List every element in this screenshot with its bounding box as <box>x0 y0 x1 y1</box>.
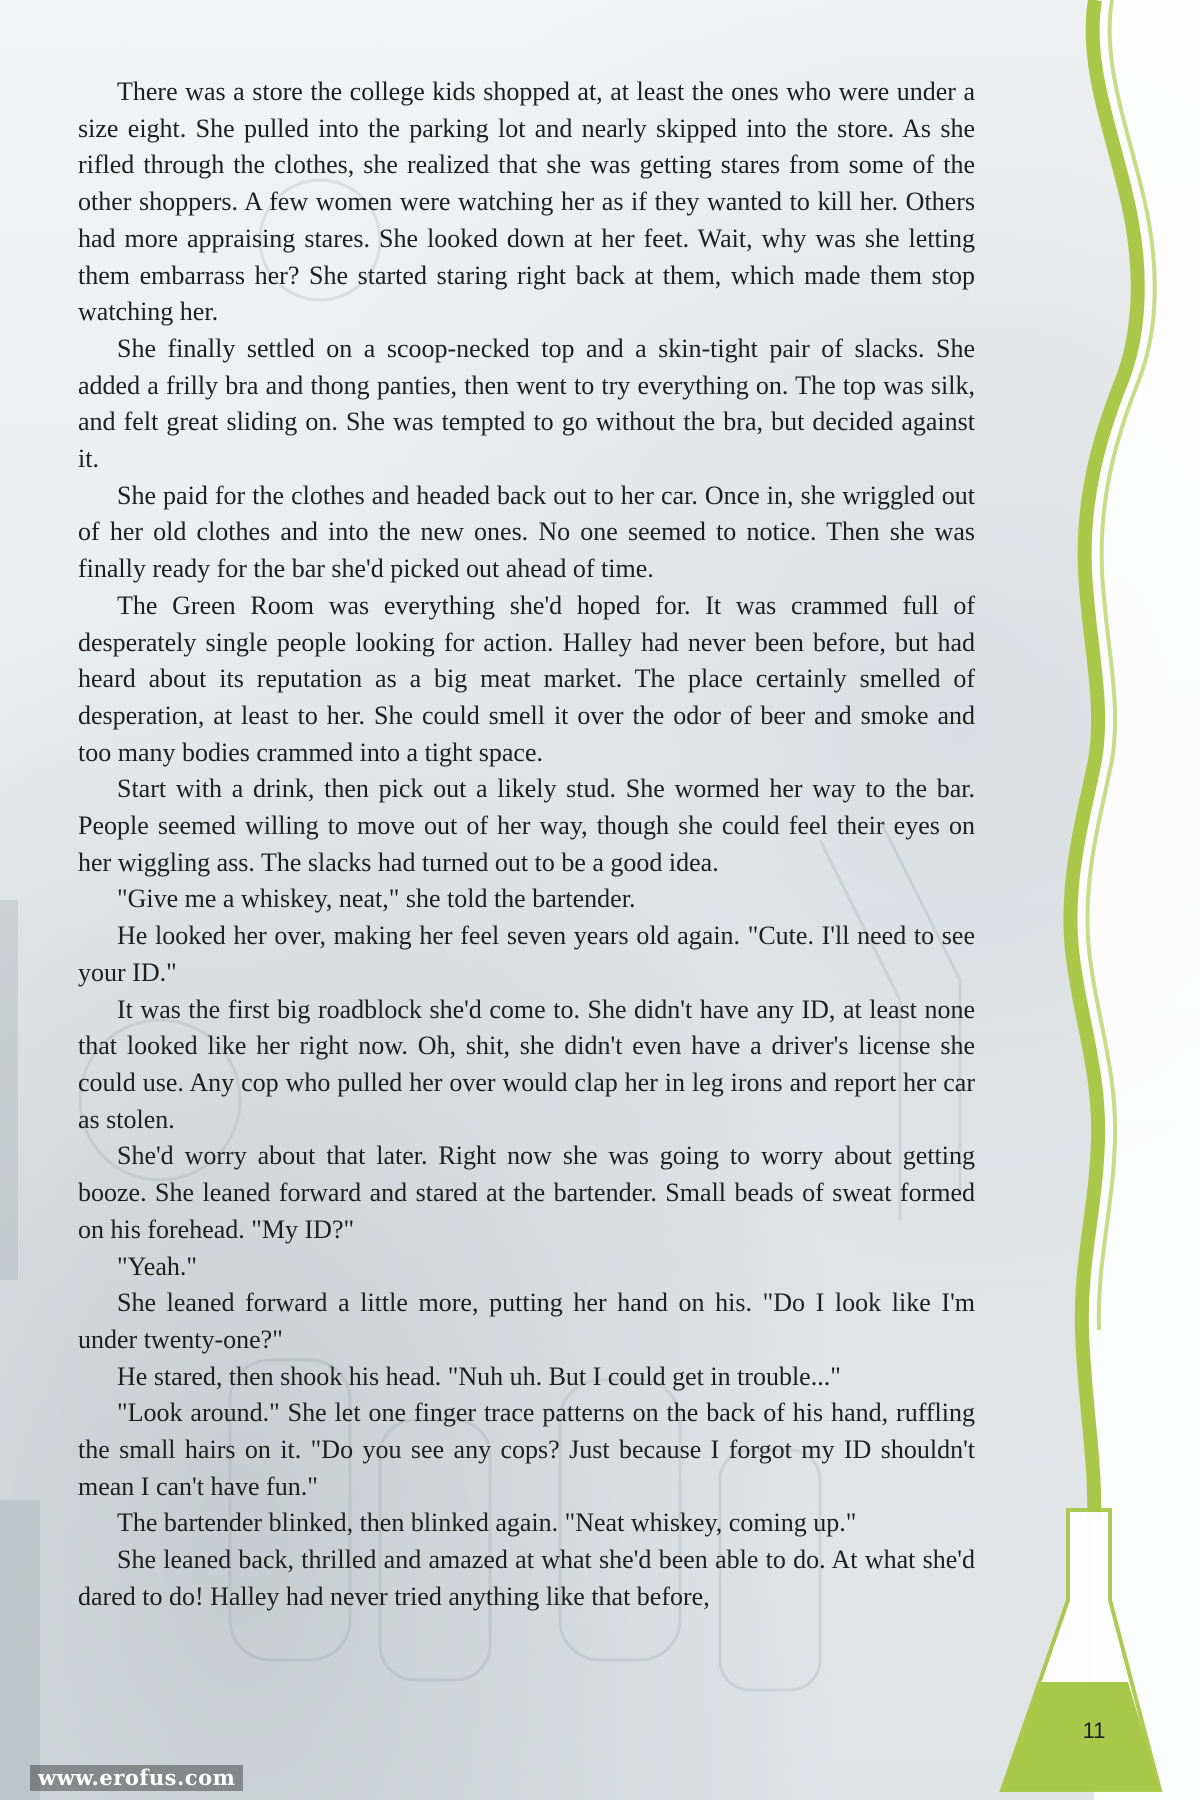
paragraph: "Look around." She let one finger trace patterns on the back of his hand, ruffling the small hairs on it. "Do you see any cops? Just because I forgot my ID shouldn't mean I can't have fun." <box>78 1398 975 1501</box>
paragraph: She leaned forward a little more, putting her hand on his. "Do I look like I'm under twenty-one?" <box>78 1288 975 1354</box>
paragraph: She'd worry about that later. Right now she was going to worry about getting booze. She leaned forward and stared at the bartender. Small beads of sweat formed on his forehead. "My ID?" <box>78 1141 975 1244</box>
paragraph: Start with a drink, then pick out a likely stud. She wormed her way to the bar. People seemed willing to move out of her way, though she could feel their eyes on her wiggling ass. The slacks had turned out to be a good idea. <box>78 774 975 877</box>
shadow-shape <box>0 1500 40 1800</box>
paragraph: She finally settled on a scoop-necked top and a skin-tight pair of slacks. She added a frilly bra and thong panties, then went to try everything on. The top was silk, and felt great sliding on. She was tempted to go without the bra, but decided against it. <box>78 333 975 474</box>
paragraph: He looked her over, making her feel seven years old again. "Cute. I'll need to see your ID." <box>78 921 975 987</box>
paragraph: She leaned back, thrilled and amazed at what she'd been able to do. At what she'd dared to do! Halley had never tried anything like that before, <box>78 1545 975 1611</box>
site-watermark: www.erofus.com <box>30 1765 243 1791</box>
shadow-shape <box>0 900 18 1280</box>
paragraph: The bartender blinked, then blinked again. "Neat whiskey, coming up." <box>117 1508 857 1538</box>
paragraph: "Give me a whiskey, neat," she told the bartender. <box>117 884 636 914</box>
body-text <box>78 74 975 1616</box>
paragraph: She paid for the clothes and headed back out to her car. Once in, she wriggled out of her old clothes and into the new ones. No one seemed to notice. Then she was finally ready for the bar she'd picked out ahead of time. <box>78 480 975 584</box>
paragraph: There was a store the college kids shopped at, at least the ones who were under a size eight. She pulled into the parking lot and nearly skipped into the store. As she rifled through the clothes, she realized that she was getting stares from some of the other shoppers. A few women were watching her as if they wanted to kill her. Others had more appraising stares. She looked down at her feet. Wait, why was she letting them embarrass her? She started staring right back at them, which made them stop watching her. <box>78 77 975 327</box>
paragraph: He stared, then shook his head. "Nuh uh. But I could get in trouble..." <box>117 1361 841 1391</box>
paragraph: The Green Room was everything she'd hoped for. It was crammed full of desperately single people looking for action. Halley had never been before, but had heard about its reputation as a big meat market. The place certainly smelled of desperation, at least to her. She could smell it over the odor of beer and smoke and too many bodies crammed into a tight space. <box>78 590 975 767</box>
page-number: 11 <box>1082 1718 1106 1743</box>
paragraph: It was the first big roadblock she'd come to. She didn't have any ID, at least none that looked like her right now. Oh, shit, she didn't even have a driver's license she could use. Any cop who pulled her over would clap her in leg irons and report her car as stolen. <box>78 994 975 1134</box>
paragraph: "Yeah." <box>117 1251 197 1281</box>
